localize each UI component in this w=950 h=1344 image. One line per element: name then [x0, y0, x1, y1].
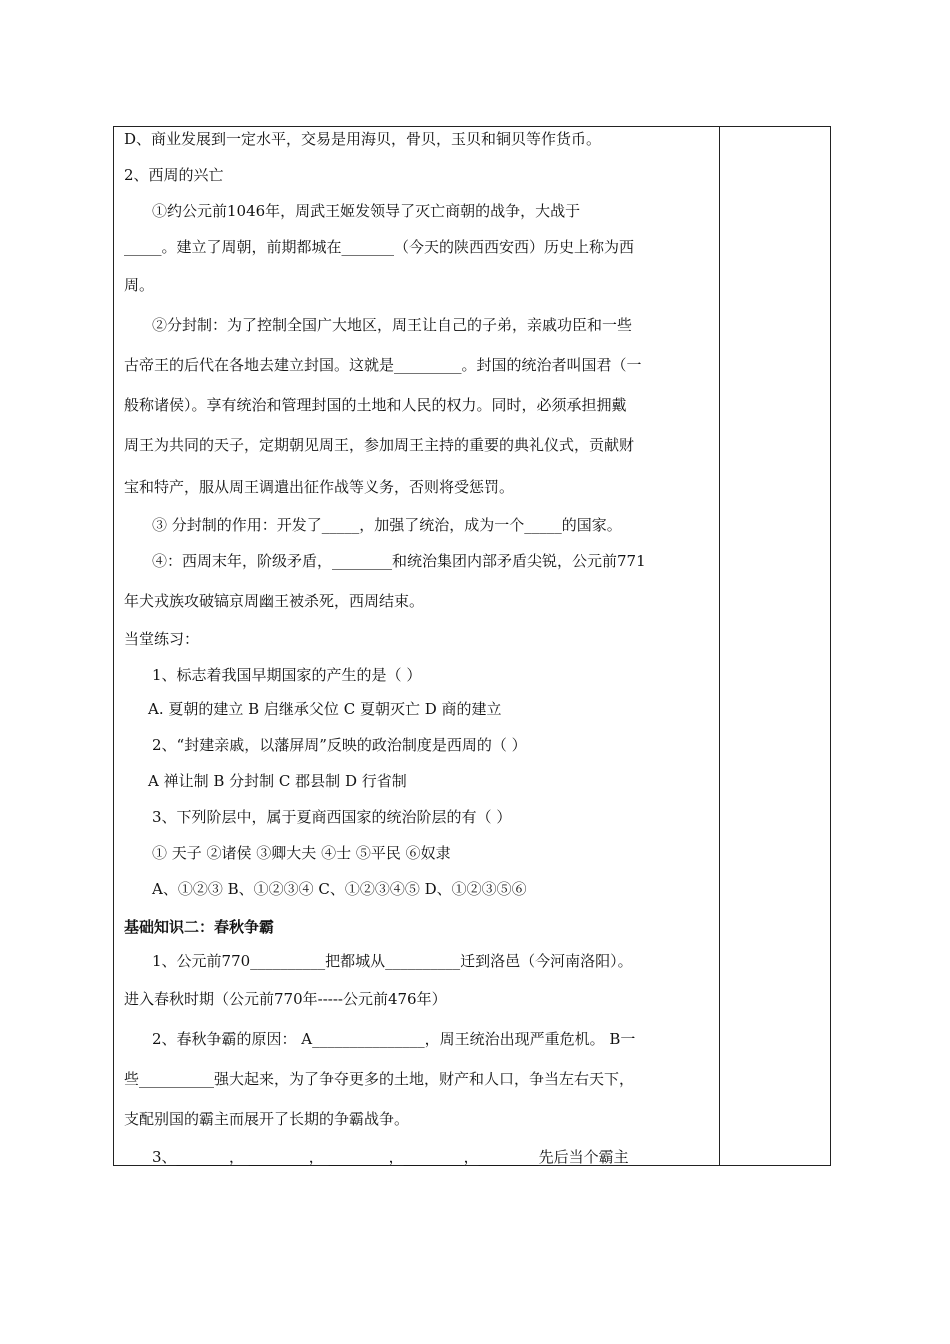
text-line: D、商业发展到一定水平，交易是用海贝，骨贝，玉贝和铜贝等作货币。: [124, 130, 602, 148]
text-line: 支配别国的霸主而展开了长期的争霸战争。: [124, 1110, 410, 1128]
text-line: 些__________强大起来，为了争夺更多的土地，财产和人口，争当左右天下，: [124, 1070, 635, 1088]
section-heading: 当堂练习：: [124, 630, 200, 648]
question-text: 2、“封建亲戚，以藩屏周”反映的政治制度是西周的（ ）: [152, 736, 527, 754]
text-line: 年犬戎族攻破镐京周幽王被杀死，西周结束。: [124, 592, 425, 610]
text-line: 古帝王的后代在各地去建立封国。这就是_________。封国的统治者叫国君（一: [124, 356, 642, 374]
text-line: ③ 分封制的作用：开发了_____，加强了统治，成为一个_____的国家。: [152, 516, 622, 534]
column-divider: [719, 127, 720, 1165]
question-text: 3、下列阶层中，属于夏商西国家的统治阶层的有（ ）: [152, 808, 512, 826]
question-text: 1、标志着我国早期国家的产生的是（ ）: [152, 666, 422, 684]
text-line: 宝和特产，服从周王调遣出征作战等义务，否则将受惩罚。: [124, 478, 515, 496]
section-heading: 2、西周的兴亡: [124, 166, 224, 184]
text-line: 2、春秋争霸的原因： A_______________，周王统治出现严重危机。 B一: [152, 1030, 636, 1048]
answer-options: A、①②③ B、①②③④ C、①②③④⑤ D、①②③⑤⑥: [152, 880, 527, 898]
text-line: 进入春秋时期（公元前770年-----公元前476年）: [124, 990, 447, 1008]
text-line: ①约公元前1046年，周武王姬发领导了灭亡商朝的战争，大战于: [152, 202, 581, 220]
text-line: ②分封制：为了控制全国广大地区，周王让自己的子弟，亲戚功臣和一些: [152, 316, 633, 334]
text-line: 周。: [124, 276, 155, 294]
answer-options: A. 夏朝的建立 B 启继承父位 C 夏朝灭亡 D 商的建立: [148, 700, 502, 718]
text-line: _____。建立了周朝，前期都城在_______（今天的陕西西安西）历史上称为西: [124, 238, 635, 256]
text-line: 般称诸侯）。享有统治和管理封国的土地和人民的权力。同时，必须承担拥戴: [124, 396, 627, 414]
text-line: 3、_______， ________， ________，________，________先后当个霸主: [152, 1148, 629, 1166]
answer-items: ① 天子 ②诸侯 ③卿大夫 ④士 ⑤平民 ⑥奴隶: [152, 844, 451, 862]
text-line: 1、公元前770__________把都城从__________迁到洛邑（今河南洛阳）。: [152, 952, 633, 970]
text-line: ④：西周末年，阶级矛盾，________和统治集团内部矛盾尖锐，公元前771: [152, 552, 646, 570]
text-line: 周王为共同的天子，定期朝见周王，参加周王主持的重要的典礼仪式，贡献财: [124, 436, 635, 454]
table-frame: [113, 126, 831, 1166]
answer-options: A 禅让制 B 分封制 C 郡县制 D 行省制: [148, 772, 407, 790]
section-title: 基础知识二：春秋争霸: [124, 918, 275, 936]
